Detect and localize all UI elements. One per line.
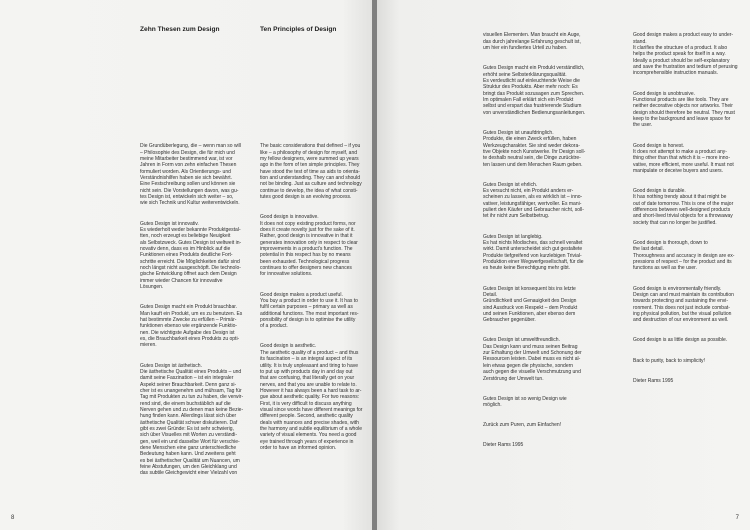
paragraph-thorough-en: Good design is thorough, down to the last detail. Thoroughness and accuracy in design are ex- pressions of respect – for the product and its functions as well as the user.: [633, 239, 735, 272]
paragraph-little-design-de: Gutes Design ist so wenig Design wie möglich.: [483, 395, 567, 409]
paragraph-aesthetic-en: Good design is aesthetic. The aesthetic quality of a product – and thus its fascination – is an integral aspect of its utility. It is truly unpleasant and tiring to have to put up with products day in and day out that are confusing, that literally get on your nerves, and that you are unable to relate to. However it has always been a hard task to ar- gue about aesthetic quality. For two reasons: First, it is very difficult to discuss anything visual since words have different meanings for different people. Second, aesthetic quality deals with nuances and precise shades, with the harmony and subtle equilibrium of a whole variety of visual elements. You need a good eye trained through years of experience in order to have an informed opinion.: [260, 343, 363, 451]
paragraph-environment-de: Gutes Design ist umweltfreundlich. Das Design kann und muss seinen Beitrag zur Erhaltung der Umwelt und Schonung der Ressourcen leisten. Dabei muss es nicht al- lein etwas gegen die physische, sondern auch gegen die visuelle Verschmutzung und Zerstörung der Umwelt tun.: [483, 337, 582, 382]
paragraph-little-design-en: Good design is as little design as possible.: [633, 337, 728, 344]
page-number-left: 8: [11, 515, 15, 521]
column-english-continued: [633, 26, 750, 398]
paragraph-aesthetic-cont-de: visuellen Elementen. Man braucht ein Auge, das durch jahrelange Erfahrung geschult ist, um hier ein fundiertes Urteil zu haben.: [483, 32, 581, 52]
column-german: [140, 137, 258, 491]
signature-de: Dieter Rams 1995: [483, 442, 524, 449]
signature-en: Dieter Rams 1995: [633, 377, 674, 384]
paragraph-understandable-en: Good design makes a product easy to under- stand. It clarifies the structure of a product. It also helps the product speak for itself in a way. Ideally a product should be self-explanatory and save the frustration and tedium of perusing incomprehensible instruction manuals.: [633, 32, 738, 77]
paragraph-durable-en: Good design is durable. It has nothing trendy about it that might be out of date tomorrow. This is one of the major differences between well-designed products and short-lived trivial objects for a throwaway society that can no longer be justified.: [633, 188, 734, 226]
paragraph-thorough-de: Gutes Design ist konsequent bis ins letzte Detail. Gründlichkeit und Genauigkeit des Design sind Ausdruck von Respekt – dem Produkt und seinen Funktionen, aber ebenso dem Gebraucher gegenüber.: [483, 285, 578, 324]
paragraph-honest-en: Good design is honest. It does not attempt to make a product any- thing other than that which it is – more inno- vative, more efficient, more useful. It must not manipulate or deceive buyers and users.: [633, 142, 734, 174]
paragraph-useful-en: Good design makes a product useful. You buy a product in order to use it. It has to fulfil certain purposes – primary as well as additional functions. The most important res- ponsibility of design is to optimise the utility of a product.: [260, 291, 359, 330]
paragraph-intro-de: Die Grundüberlegung, die – wenn man so will – Philosophie des Design, die für mich und meine Mitarbeiter bestimmend war, ist vor Jahren in Form von zehn einfachen Thesen formuliert worden. Als Orientierungs- und Verständnishilfen haben sie sich bewährt. Eine Festschreibung sollen und können sie nicht sein. Die Vorstellungen davon, was gu- tes Design ist, entwickeln sich weiter – so, wie sich Technik und Kultur weiterentwickeln.: [140, 143, 241, 207]
paragraph-understandable-de: Gutes Design macht ein Produkt verständlich, erhöht seine Selbsterklärungsqualität. Es verdeutlicht auf einleuchtende Weise die Struktur des Produkts. Aber mehr noch: Es bringt das Produkt sozusagen zum Sprechen. Im optimalen Fall erklärt sich ein Produkt selbst und erspart das frustrierende Studium von unverständlichen Bedienungsanleitungen.: [483, 65, 586, 116]
paragraph-unobtrusive-en: Good design is unobtrusive. Functional products are like tools. They are neither decorative objects nor artworks. Their design should therefore be neutral. They must keep to the background and leave space for the user.: [633, 90, 735, 129]
paragraph-aesthetic-de: Gutes Design ist ästhetisch. Die ästhetische Qualität eines Produkts – und damit seine Faszination – ist ein integraler Aspekt seiner Brauchbarkeit. Denn ganz si- cher ist es unangenehm und mühsam, Tag für Tag mit Produkten zu tun zu haben, die verwir- rend sind, die einem buchstäblich auf die Nerven gehen und zu denen man keine Bezie- hung finden kann. Allerdings lässt sich über ästhetische Qualität schwer diskutieren. Daf gibt es zwei Gründe: Es ist sehr schwierig, sich über Visuelles mit Worten zu verständi- gen, weil ein und dasselbe Wort für verschie- dene Menschen eine ganz unterschiedliche Bedeutung haben kann. Und zweitens geht es bei ästhetischer Qualität um Nuancen, um feine Abstufungen, um den Gleichklang und das subtile Gleichgewicht einer Vielzahl von: [140, 362, 244, 477]
paragraph-honest-de: Gutes Design ist ehrlich. Es versucht nicht, ein Produkt anders er- scheinen zu lassen, als es wirklich ist – inno- vativer, leistungsfähiger, wertvoller. Es mani- puliert den Käufer und Gebraucher nicht, soll- tet ihr nicht zum Selbstbetrug.: [483, 181, 584, 220]
paragraph-useful-de: Gutes Design macht ein Produkt brauchbar. Man kauft ein Produkt, um es zu benutzen. Es hat bestimmte Zwecke zu erfüllen – Primär- funktionen ebenso wie ergänzende Funktio- nen. Die wichtigste Aufgabe des Design ist es, die Brauchbarkeit eines Produkts zu opti- mieren.: [140, 304, 243, 349]
paragraph-unobtrusive-de: Gutes Design ist unaufdringlich. Produkte, die einen Zweck erfüllen, haben Werkzeugcharakter. Sie sind weder dekora- tive Objekte noch Kunstwerke. Ihr Design soll- te deshalb neutral sein, die Dinge zurücktre- ten lassen und dem Menschen Raum geben.: [483, 129, 586, 168]
right-page: [377, 0, 750, 530]
heading-german: Zehn Thesen zum Design: [140, 26, 220, 33]
paragraph-innovative-en: Good design is innovative. It does not copy existing product forms, nor does it create novelty just for the sake of it. Rather, good design is innovative in that it generates innovation only in respect to clear improvements in a product's function. The potential in this respect has by no means been exhausted. Technological progress continues to offer designers new chances for innovative solutions.: [260, 214, 358, 278]
paragraph-intro-en: The basic considerations that defined – if you like – a philosophy of design for myself, and my fellow designers, were summed up years ago in the form of ten simple principles. They have stood the test of time as aids to orienta- tion and understanding. They can and should not be binding. Just as culture and technology continue to develop, the idea of what consti- tutes good design is an evolving process.: [260, 143, 362, 201]
paragraph-purity-en: Back to purity, back to simplicity!: [633, 357, 705, 364]
paragraph-durable-de: Gutes Design ist langlebig. Es hat nichts Modisches, das schnell veraltet wirkt. Damit unterscheidet sich gut gestaltete Produkte tiefgreifend von kurzlebigen Trivial- Produktion einer Wegwerfgesellschaft, für die es heute keine Berechtigung mehr gibt.: [483, 233, 584, 272]
left-page: [0, 0, 372, 530]
page-number-right: 7: [735, 515, 739, 521]
paragraph-innovative-de: Gutes Design ist innovativ. Es wiederholt weder bekannte Produktgestal- tten, noch erzeugt es beliebige Neuigkeit als Selbstzweck. Gutes Design ist weltweit in- novativ denn, dass es im Hinblick auf die Funktionen eines Produkts deutliche Fort- schritte erreicht. Die Möglichkeiten dafür sind noch längst nicht ausgeschöpft. Die technolo- gische Entwicklung öffnet auch dem Design immer wieder Chancen für innovative Lösungen.: [140, 220, 242, 291]
paragraph-purity-de: Zurück zum Puren, zum Einfachen!: [483, 422, 562, 429]
paragraph-environment-en: Good design is environmentally friendly. Design can and must maintain its contribution towards protecting and sustaining the envi- ronment. This does not just include combat- ing physical pollution, but the visual pollution and destruction of our environment as well.: [633, 285, 734, 324]
column-english: [260, 137, 372, 465]
heading-english: Ten Principles of Design: [260, 26, 337, 33]
column-german-continued: [483, 26, 601, 463]
